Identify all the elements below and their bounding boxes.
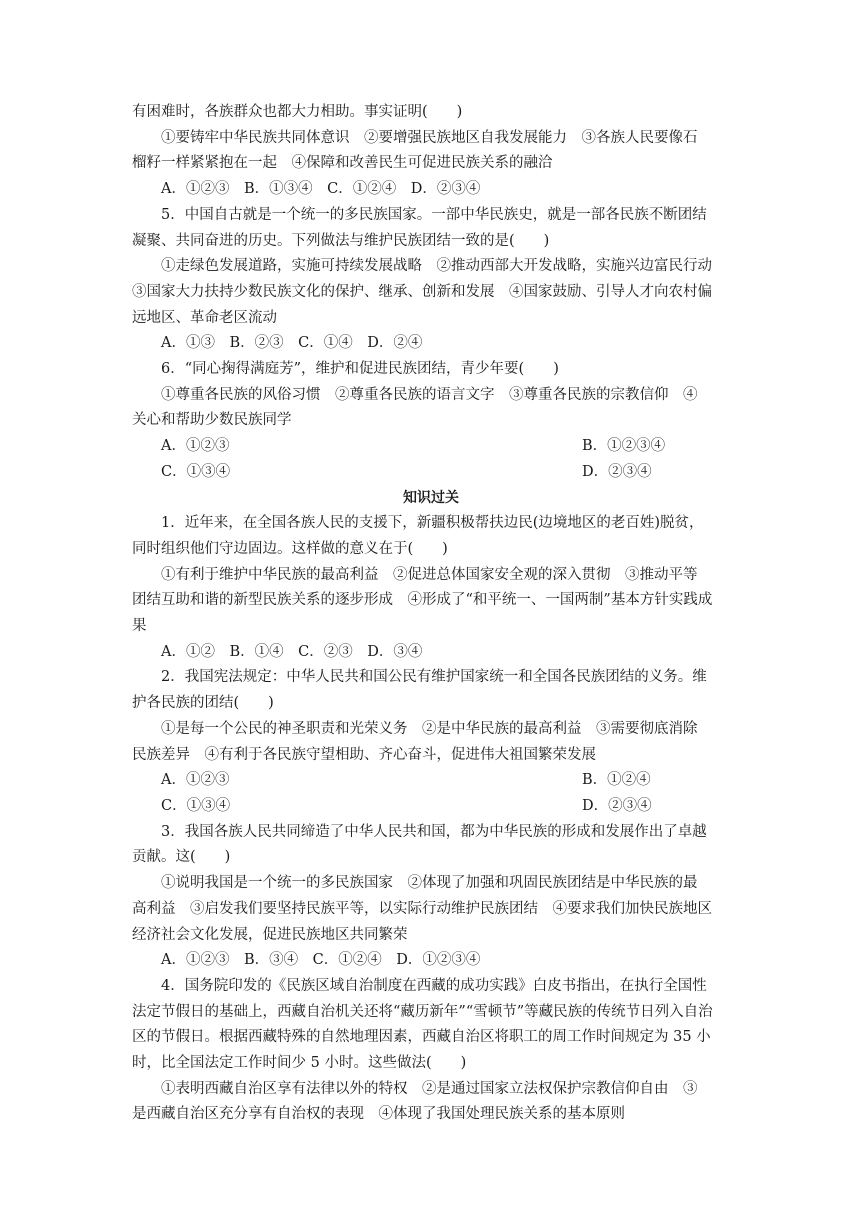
question-stem: 2．我国宪法规定：中华人民共和国公民有维护国家统一和全国各民族团结的义务。维 xyxy=(161,669,707,686)
choice-c: C．①③④ xyxy=(161,463,231,480)
option-line: ③国家大力扶持少数民族文化的保护、继承、创新和发展 ④国家鼓励、引导人才向农村偏 xyxy=(132,283,712,300)
option-line: ①表明西藏自治区享有法律以外的特权 ②是通过国家立法权保护宗教信仰自由 ③ xyxy=(161,1080,698,1097)
question-stem: 4．国务院印发的《民族区域自治制度在西藏的成功实践》白皮书指出，在执行全国性 xyxy=(161,977,707,994)
question-4-continued xyxy=(132,100,730,203)
answer-choices: A．①③ B．②③ C．①④ D．②④ xyxy=(161,335,423,352)
option-line: 是西藏自治区充分享有自治权的表现 ④体现了我国处理民族关系的基本原则 xyxy=(132,1106,625,1123)
option-line: ①走绿色发展道路，实施可持续发展战略 ②推动西部大开发战略，实施兴边富民行动 xyxy=(161,258,712,275)
answer-choices-row xyxy=(132,794,730,820)
question-stem: 凝聚、共同奋进的历史。下列做法与维护民族团结一致的是( ) xyxy=(132,232,550,249)
question-stem: 区的节假日。根据西藏特殊的自然地理因素，西藏自治区将职工的周工作时间规定为 35 小 xyxy=(132,1029,711,1046)
question-stem: 时，比全国法定工作时间少 5 小时。这些做法( ) xyxy=(132,1055,467,1072)
option-line: 榴籽一样紧紧抱在一起 ④保障和改善民生可促进民族关系的融洽 xyxy=(132,155,553,172)
answer-choices-row xyxy=(132,434,730,460)
section-heading: 知识过关 xyxy=(403,489,459,506)
question-stem: 1．近年来，在全国各族人民的支援下，新疆积极帮扶边民(边境地区的老百姓)脱贫， xyxy=(161,515,704,532)
choice-b: B．①②④ xyxy=(582,772,651,789)
choice-a: A．①②③ xyxy=(161,438,230,455)
question-stem: 贡献。这( ) xyxy=(132,849,231,866)
option-line: 高利益 ③启发我们要坚持民族平等，以实际行动维护民族团结 ④要求我们加快民族地区 xyxy=(132,900,712,917)
option-line: 民族差异 ④有利于各民族守望相助、齐心奋斗，促进伟大祖国繁荣发展 xyxy=(132,746,596,763)
choice-c: C．①③④ xyxy=(161,797,231,814)
knowledge-question-4 xyxy=(132,974,730,1128)
question-stem: 5．中国自古就是一个统一的多民族国家。一部中华民族史，就是一部各民族不断团结 xyxy=(161,206,707,223)
text-line: 有困难时，各族群众也都大力相助。事实证明( ) xyxy=(132,104,463,120)
option-line: ①尊重各民族的风俗习惯 ②尊重各民族的语言文字 ③尊重各民族的宗教信仰 ④ xyxy=(161,386,698,403)
question-5 xyxy=(132,203,730,357)
option-line: 远地区、革命老区流动 xyxy=(132,309,277,326)
choice-d: D．②③④ xyxy=(582,797,652,814)
knowledge-question-3 xyxy=(132,820,730,974)
question-stem: 同时组织他们守边固边。这样做的意义在于( ) xyxy=(132,540,448,557)
knowledge-question-2 xyxy=(132,665,730,819)
option-line: ①说明我国是一个统一的多民族国家 ②体现了加强和巩固民族团结是中华民族的最 xyxy=(161,875,698,892)
document-page xyxy=(132,100,730,1128)
question-stem: 6．“同心掬得满庭芳”，维护和促进民族团结，青少年要( ) xyxy=(161,361,559,378)
answer-choices-row xyxy=(132,460,730,486)
option-line: ①要铸牢中华民族共同体意识 ②要增强民族地区自我发展能力 ③各族人民要像石 xyxy=(161,129,698,146)
question-stem: 3．我国各族人民共同缔造了中华人民共和国，都为中华民族的形成和发展作出了卓越 xyxy=(161,823,707,840)
question-6 xyxy=(132,357,730,486)
question-stem: 护各民族的团结( ) xyxy=(132,695,274,712)
answer-choices-row xyxy=(132,768,730,794)
answer-choices: A．①② B．①④ C．②③ D．③④ xyxy=(161,643,423,660)
option-line: ①是每一个公民的神圣职责和光荣义务 ②是中华民族的最高利益 ③需要彻底消除 xyxy=(161,720,698,737)
knowledge-question-1 xyxy=(132,511,730,665)
option-line: 关心和帮助少数民族同学 xyxy=(132,412,292,429)
answer-choices: A．①②③ B．③④ C．①②④ D．①②③④ xyxy=(161,952,481,969)
choice-b: B．①②③④ xyxy=(582,438,666,455)
choice-a: A．①②③ xyxy=(161,772,230,789)
answer-choices: A．①②③ B．①③④ C．①②④ D．②③④ xyxy=(161,181,481,198)
choice-d: D．②③④ xyxy=(582,463,652,480)
option-line: 团结互助和谐的新型民族关系的逐步形成 ④形成了“和平统一、一国两制”基本方针实践成 xyxy=(132,592,713,609)
option-line: ①有利于维护中华民族的最高利益 ②促进总体国家安全观的深入贯彻 ③推动平等 xyxy=(161,566,698,583)
question-stem: 法定节假日的基础上，西藏自治机关还将“藏历新年”“雪顿节”等藏民族的传统节日列入自治 xyxy=(132,1003,713,1020)
option-line: 经济社会文化发展，促进民族地区共同繁荣 xyxy=(132,926,408,943)
option-line: 果 xyxy=(132,618,147,635)
